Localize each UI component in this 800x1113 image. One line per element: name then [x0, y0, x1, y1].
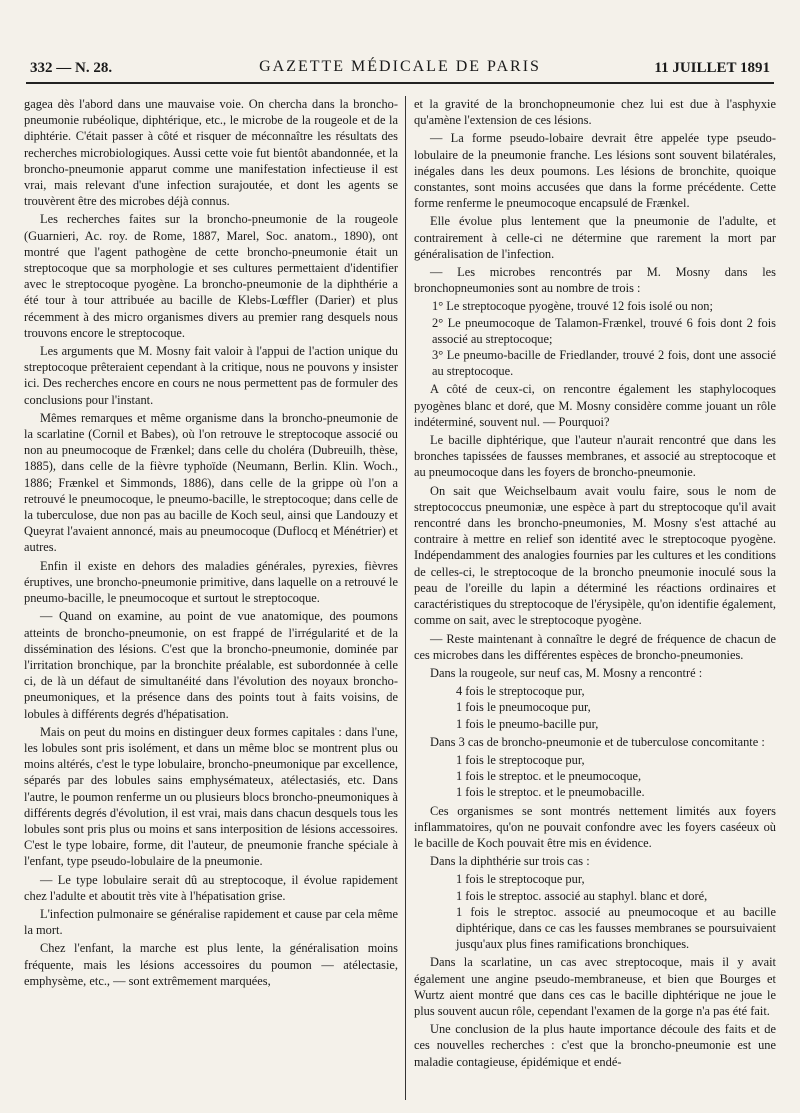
paragraph: Mais on peut du moins en distinguer deux formes capitales : dans l'une, les lobules sont pris isolément, et dans un même bloc se montrent plus ou moins altérés, c'est le type lobulaire, broncho-pneumonique par excellence, séparés par des lobules sains emphysémateux, atélectasiés, etc. Dans l'autre, le poumon renferme un ou plusieurs blocs broncho-pneumoniques à différents degrés d'évolution, il est vrai, mais dans chacun desquels tous les lobules sont pris plus ou moins et sans interposition de lésions accessoires. C'est le type lobaire, forme, dit l'auteur, de pneumonie franche spéciale à l'enfant, type pseudo-lobulaire de la pneumonie.: [24, 724, 398, 869]
paragraph: Les arguments que M. Mosny fait valoir à l'appui de l'action unique du streptocoque prêteraient cependant à la critique, nous ne pouvons y insister ici. Des recherches encore en cours ne nous permettent pas de formuler des conclusions pour l'instant.: [24, 344, 398, 407]
paragraph: Mêmes remarques et même organisme dans la broncho-pneumonie de la scarlatine (Cornil et Babes), où l'on retrouve le streptocoque associé ou non au pneumocoque de Frænkel; dans celle du choléra (Dubreuilh, thèse, 1885), dans celle de la fièvre typhoïde (Neumann, Berlin. Klin. Woch., 1886; Frænkel et Simmonds, 1886), dans celle de la grippe où l'on a retrouvé le pneumocoque, le pneumo-bacille, le streptocoque; dans celle de la tuberculose, due non pas au bacille de Koch seul, ainsi que Landouzy et Queyrat l'avaient annoncé, mais au pneumocoque (Duflocq et Ménétrier) et autres.: [24, 410, 398, 555]
rougeole-list: [414, 683, 776, 732]
column-divider: [405, 96, 406, 1100]
paragraph: gagea dès l'abord dans une mauvaise voie. On chercha dans la broncho-pneumonie rubéolique, diphtérique, etc., le microbe de la rougeole et de la diphtérie. C'était passer à côté et risquer de méconnaître les résultats des recherches microbiologiques. Aussi cette voie fut bientôt abandonnée, et la broncho-pneumonie apparut comme une manifestation infectieuse il est vrai, mais relevant d'une infection surajoutée, et dont les agents se trouvèrent être des microbes déjà connus.: [24, 97, 398, 209]
microbe-list: [414, 298, 776, 379]
paragraph: et la gravité de la bronchopneumonie chez lui est due à l'asphyxie qu'amène l'extension de ces lésions.: [414, 97, 776, 128]
list-item: 1 fois le streptoc. associé au pneumocoque et au bacille diphtérique, dans ce cas les fausses membranes se poursuivaient jusqu'aux plus fines ramifications bronchiques.: [456, 904, 776, 952]
list-item: 1 fois le streptoc. et le pneumocoque,: [456, 769, 642, 784]
page-header: [26, 52, 774, 84]
paragraph: — Le type lobulaire serait dû au streptocoque, il évolue rapidement chez l'adulte et aboutit très vite à l'hépatisation grise.: [24, 872, 398, 903]
page-number: 332 — N. 28.: [30, 60, 113, 76]
left-column: [24, 96, 398, 1100]
tuberculose-list: [414, 752, 776, 801]
paragraph: Ces organismes se sont montrés nettement limités aux foyers inflammatoires, qu'on ne pouvait confondre avec les foyers caséeux où le bacille de Koch pouvait être mis en évidence.: [414, 803, 776, 850]
list-item: 1 fois le streptoc. et le pneumobacille.: [456, 785, 645, 800]
paragraph: — Quand on examine, au point de vue anatomique, des poumons atteints de broncho-pneumonie, on est frappé de l'irrégularité et de la dissémination des lésions. C'est que la broncho-pneumonie, dominée par l'irritation bronchique, par la bronchite préalable, est subordonnée à celle ci, de là un défaut de simultanéité dans l'évolution des noyaux broncho-pneumoniques, et la présence dans des points tout à faits voisins, de lobules à différents degrés d'hépatisation.: [24, 609, 398, 721]
paragraph: L'infection pulmonaire se généralise rapidement et cause par cela même la mort.: [24, 906, 398, 938]
list-item: 1 fois le streptocoque pur,: [456, 872, 585, 887]
paragraph: Dans la scarlatine, un cas avec streptocoque, mais il y avait également une angine pseudo-membraneuse, et bien que Bourges et Wurtz aient montré que dans ces cas le bacille diphtérique ne joue le plus souvent aucun rôle, cependant l'examen de la gorge n'a pas été fait.: [414, 955, 776, 1018]
list-item: 1 fois le streptoc. associé au staphyl. blanc et doré,: [456, 888, 708, 903]
list-item: 4 fois le streptocoque pur,: [456, 684, 585, 699]
issue-date: 11 JUILLET 1891: [654, 60, 770, 76]
diphtherie-list: [414, 871, 776, 952]
paragraph: Les recherches faites sur la broncho-pneumonie de la rougeole (Guarnieri, Ac. roy. de Rome, 1887, Marel, Soc. anatom., 1890), ont montré que l'agent pathogène de cette broncho-pneumonie était un streptocoque que sa morphologie et ses cultures permettaient d'identifier avec le streptocoque pyogène. La broncho-pneumonie de la diphthérie a été tour à tour attribuée au bacille de Klebs-Lœffler (Darier) et plus récemment à des micro organismes divers au premier rang desquels nous trouvons encore le streptocoque.: [24, 212, 398, 340]
paragraph: — La forme pseudo-lobaire devrait être appelée type pseudo-lobulaire de la pneumonie franche. Les lésions sont souvent bilatérales, inégales dans les deux poumons. Les lésions de bronchite, quoique constantes, sont moins accusées que dans la forme précédente. Cette forme renferme le pneumocoque encapsulé de Frænkel.: [414, 131, 776, 211]
paragraph: — Les microbes rencontrés par M. Mosny dans les bronchopneumonies sont au nombre de trois :: [414, 265, 776, 296]
right-column: [414, 96, 776, 1100]
paragraph: Chez l'enfant, la marche est plus lente, la généralisation moins fréquente, mais les lésions accessoires du poumon — atélectasie, emphysème, etc., — sont extrêmement marquées,: [24, 941, 398, 988]
list-item: 2° Le pneumocoque de Talamon-Frænkel, trouvé 6 fois dont 2 fois associé au streptocoque;: [432, 315, 776, 346]
paragraph: Le bacille diphtérique, que l'auteur n'aurait rencontré que dans les bronches tapissées de fausses membranes, et associé au streptocoque et au pneumocoque dans les foyers de broncho-pneumonie.: [414, 433, 776, 480]
paragraph: On sait que Weichselbaum avait voulu faire, sous le nom de streptococcus pneumoniæ, une espèce à part du streptocoque qu'il avait rencontré dans les broncho-pneumonies, M. Mosny s'est attaché au contraire à mettre en relief son identité avec le streptocoque pyogène. Indépendamment des analogies fournies par les cultures et les conditions de celles-ci, le streptocoque de la broncho pneumonie inoculé sous la peau de l'oreille du lapin a déterminé les réactions ordinaires et caractéristiques du streptocoque de l'érysipèle, qu'on identifie également, comme on sait, avec le streptocoque pyogène.: [414, 483, 776, 628]
paragraph: A côté de ceux-ci, on rencontre également les staphylocoques pyogènes blanc et doré, que M. Mosny considère comme jouant un rôle indéterminé, souvent nul. — Pourquoi?: [414, 382, 776, 429]
list-item: 1° Le streptocoque pyogène, trouvé 12 fois isolé ou non;: [432, 299, 713, 314]
paragraph: Elle évolue plus lentement que la pneumonie de l'adulte, et contrairement à celle-ci ne détermine que rarement la mort par généralisation de l'infection.: [414, 214, 776, 261]
paragraph: Enfin il existe en dehors des maladies générales, pyrexies, fièvres éruptives, une broncho-pneumonie primitive, dans laquelle on a retrouvé le pneumo-bacille, le pneumocoque et surtout le streptocoque.: [24, 558, 398, 606]
list-item: 1 fois le pneumocoque pur,: [456, 700, 591, 715]
paragraph: Dans la diphthérie sur trois cas :: [430, 854, 590, 869]
paragraph: Dans 3 cas de broncho-pneumonie et de tuberculose concomitante :: [430, 734, 765, 749]
list-item: 3° Le pneumo-bacille de Friedlander, trouvé 2 fois, dont une associé au streptocoque.: [432, 348, 776, 379]
paragraph: Une conclusion de la plus haute importance découle des faits et de ces nouvelles recherches : c'est que la broncho-pneumonie est une maladie contagieuse, épidémique et endé-: [414, 1022, 776, 1069]
list-item: 1 fois le streptocoque pur,: [456, 752, 585, 767]
list-item: 1 fois le pneumo-bacille pur,: [456, 716, 599, 731]
paragraph: — Reste maintenant à connaître le degré de fréquence de chacun de ces microbes dans les différentes espèces de broncho-pneumonies.: [414, 631, 776, 662]
journal-title: GAZETTE MÉDICALE DE PARIS: [259, 58, 541, 75]
paragraph: Dans la rougeole, sur neuf cas, M. Mosny a rencontré :: [430, 665, 703, 680]
